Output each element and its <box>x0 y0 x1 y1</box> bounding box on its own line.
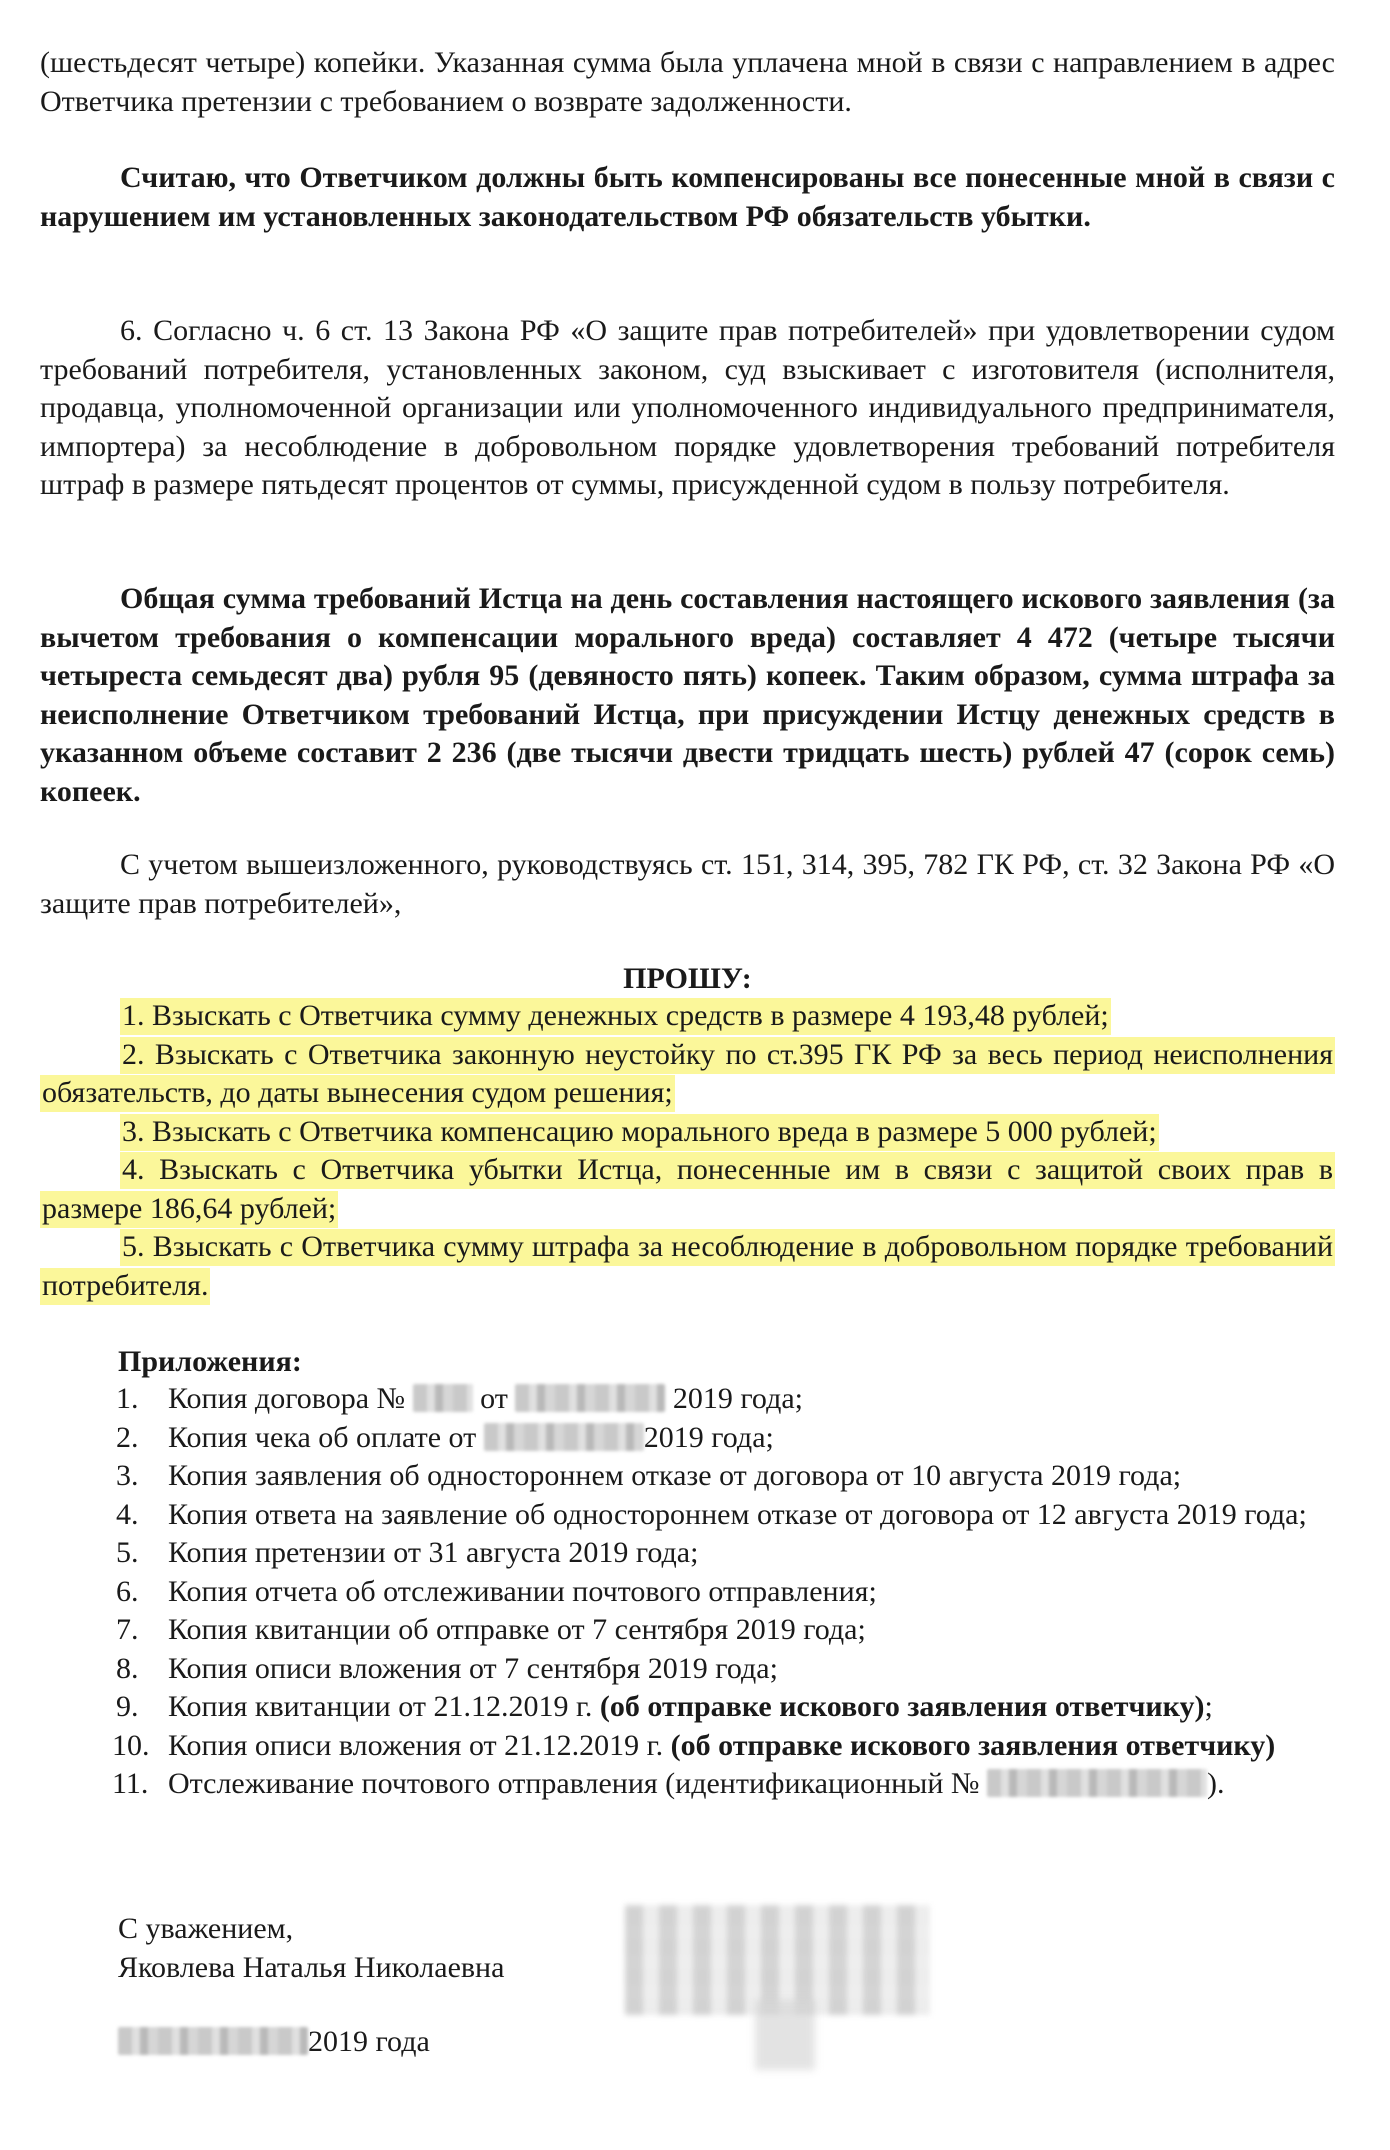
paragraph-payment: (шестьдесят четыре) копейки. Указанная сумма была уплачена мной в связи с направлением в адрес Ответчика претензии с требованием о возврате задолженности. <box>40 46 1335 118</box>
paragraph-6-fine: 6. Согласно ч. 6 ст. 13 Закона РФ «О защите прав потребителей» при удовлетворении судом требований потребителя, установленных законом, суд взыскивает с изготовителя (исполнителя, продавца, уполномоченной организации или уполномоченного индивидуального предпринимателя, импортера) за несоблюдение в добровольном порядке удовлетворения требований потребителя штраф в размере пятьдесят процентов от суммы, присужденной судом в пользу потребителя. <box>40 314 1335 501</box>
redacted-signature <box>625 1905 930 2015</box>
heading-prosu: ПРОШУ: <box>623 962 752 995</box>
appendix-item: 8. Копия описи вложения от 7 сентября 2019 года; <box>116 1651 778 1685</box>
signature-regards: С уважением, <box>118 1912 294 1945</box>
redacted-date <box>484 1423 644 1451</box>
redacted-signature-tail <box>755 2000 815 2070</box>
appendix-item: 3. Копия заявления об одностороннем отказе от договора от 10 августа 2019 года; <box>116 1459 1182 1492</box>
paragraph-legal-basis: С учетом вышеизложенного, руководствуясь ст. 151, 314, 395, 782 ГК РФ, ст. 32 Закона РФ «О защите прав потребителей», <box>40 848 1335 920</box>
appendix-item: 4. Копия ответа на заявление об одностороннем отказе от договора от 12 августа 2019 года; <box>116 1497 1307 1531</box>
paragraph-damages-bold: Считаю, что Ответчиком должны быть компенсированы все понесенные мной в связи с нарушением им установленных законодательством РФ обязательств убытки. <box>40 161 1335 233</box>
appendix-list <box>112 1380 1335 1804</box>
signature-date: 2019 года <box>118 2023 718 2062</box>
appendix-item: 6. Копия отчета об отслеживании почтового отправления; <box>116 1574 877 1608</box>
request-item: 3. Взыскать с Ответчика компенсацию морального вреда в размере 5 000 рублей; <box>40 1113 1335 1152</box>
appendix-item: 1. Копия договора № от 2019 года; <box>116 1382 803 1415</box>
redacted-tracking-number <box>987 1769 1207 1797</box>
appendix-item: 10. Копия описи вложения от 21.12.2019 г. (об отправке искового заявления ответчику) <box>112 1728 1276 1762</box>
appendix-item: 11. Отслеживание почтового отправления (идентификационный № ). <box>112 1767 1225 1800</box>
request-item: 4. Взыскать с Ответчика убытки Истца, понесенные им в связи с защитой своих прав в размере 186,64 рублей; <box>40 1151 1335 1228</box>
redacted-date <box>118 2027 308 2055</box>
redacted-number <box>413 1384 473 1412</box>
appendix-item: 9. Копия квитанции от 21.12.2019 г. (об отправке искового заявления ответчику); <box>116 1690 1213 1723</box>
appendix-item: 2. Копия чека об оплате от 2019 года; <box>116 1420 774 1454</box>
request-item: 5. Взыскать с Ответчика сумму штрафа за несоблюдение в добровольном порядке требований потребителя. <box>40 1228 1335 1305</box>
request-item: 1. Взыскать с Ответчика сумму денежных средств в размере 4 193,48 рублей; <box>40 997 1335 1036</box>
redacted-date <box>515 1384 665 1412</box>
appendix-item: 5. Копия претензии от 31 августа 2019 года; <box>116 1536 699 1569</box>
requests-list <box>40 997 1335 1305</box>
signature-name: Яковлева Наталья Николаевна <box>118 1950 505 1984</box>
paragraph-total-bold: Общая сумма требований Истца на день составления настоящего искового заявления (за вычетом требования о компенсации морального вреда) составляет 4 472 (четыре тысячи четыреста семьдесят два) рубля 95 (девяносто пять) копеек. Таким образом, сумма штрафа за неисполнение Ответчиком требований Истца, при присуждении Истцу денежных средств в указанном объеме составит 2 236 (две тысячи двести тридцать шесть) рублей 47 (сорок семь) копеек. <box>40 582 1335 808</box>
appendix-title: Приложения: <box>118 1345 302 1378</box>
request-item: 2. Взыскать с Ответчика законную неустойку по ст.395 ГК РФ за весь период неисполнения обязательств, до даты вынесения судом решения; <box>40 1036 1335 1113</box>
appendix-item: 7. Копия квитанции об отправке от 7 сентября 2019 года; <box>116 1613 866 1646</box>
